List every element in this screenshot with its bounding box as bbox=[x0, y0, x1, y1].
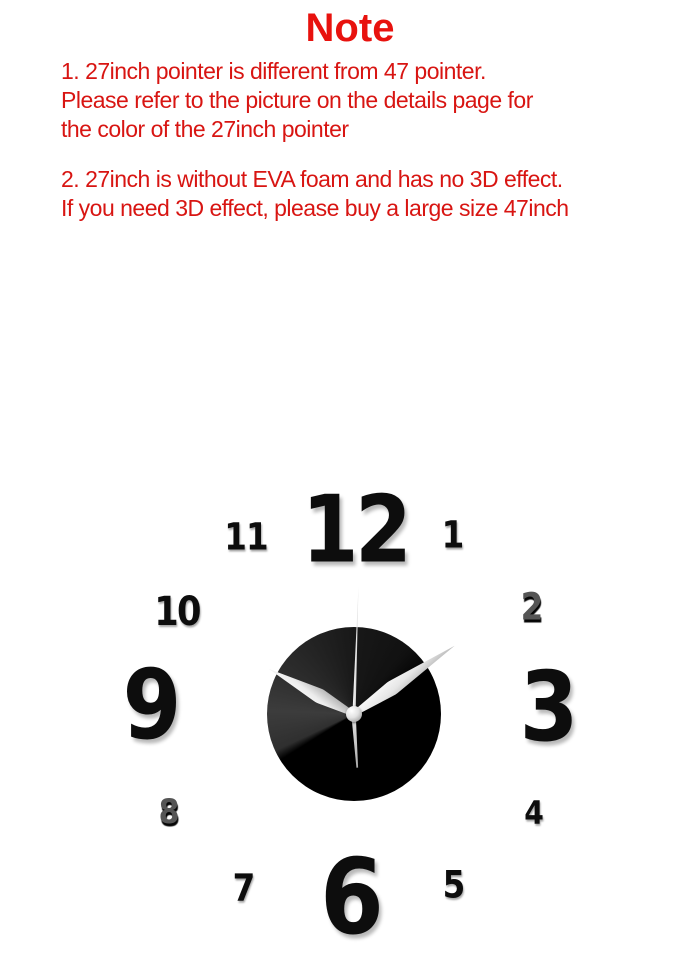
clock-numeral-3: 3 bbox=[519, 651, 579, 763]
clock-hub bbox=[346, 706, 362, 722]
clock-numeral-1: 1 bbox=[441, 513, 465, 557]
clock-numeral-5: 5 bbox=[442, 863, 466, 907]
clock-numeral-2: 2 bbox=[520, 585, 544, 629]
clock-numeral-11: 11 bbox=[224, 515, 268, 559]
note-paragraph-2 bbox=[61, 165, 661, 223]
clock-numeral-10: 10 bbox=[154, 589, 200, 635]
clock-numeral-12: 12 bbox=[301, 475, 409, 584]
note-title: Note bbox=[305, 6, 395, 50]
note-line: If you need 3D effect, please buy a large size 47inch bbox=[61, 195, 569, 221]
clock-numeral-4: 4 bbox=[524, 794, 544, 832]
note-line: the color of the 27inch pointer bbox=[61, 116, 349, 142]
clock-numeral-9: 9 bbox=[122, 649, 182, 761]
note-line: Please refer to the picture on the details page for bbox=[61, 87, 533, 113]
clock-numeral-6: 6 bbox=[320, 836, 384, 958]
note-body bbox=[61, 57, 661, 223]
note-line: 2. 27inch is without EVA foam and has no 3D effect. bbox=[61, 166, 563, 192]
wall-clock-illustration bbox=[0, 240, 700, 958]
note-paragraph-1 bbox=[61, 57, 661, 144]
note-line: 1. 27inch pointer is different from 47 pointer. bbox=[61, 58, 486, 84]
clock-numeral-7: 7 bbox=[232, 866, 256, 910]
clock-numeral-8: 8 bbox=[158, 792, 180, 832]
